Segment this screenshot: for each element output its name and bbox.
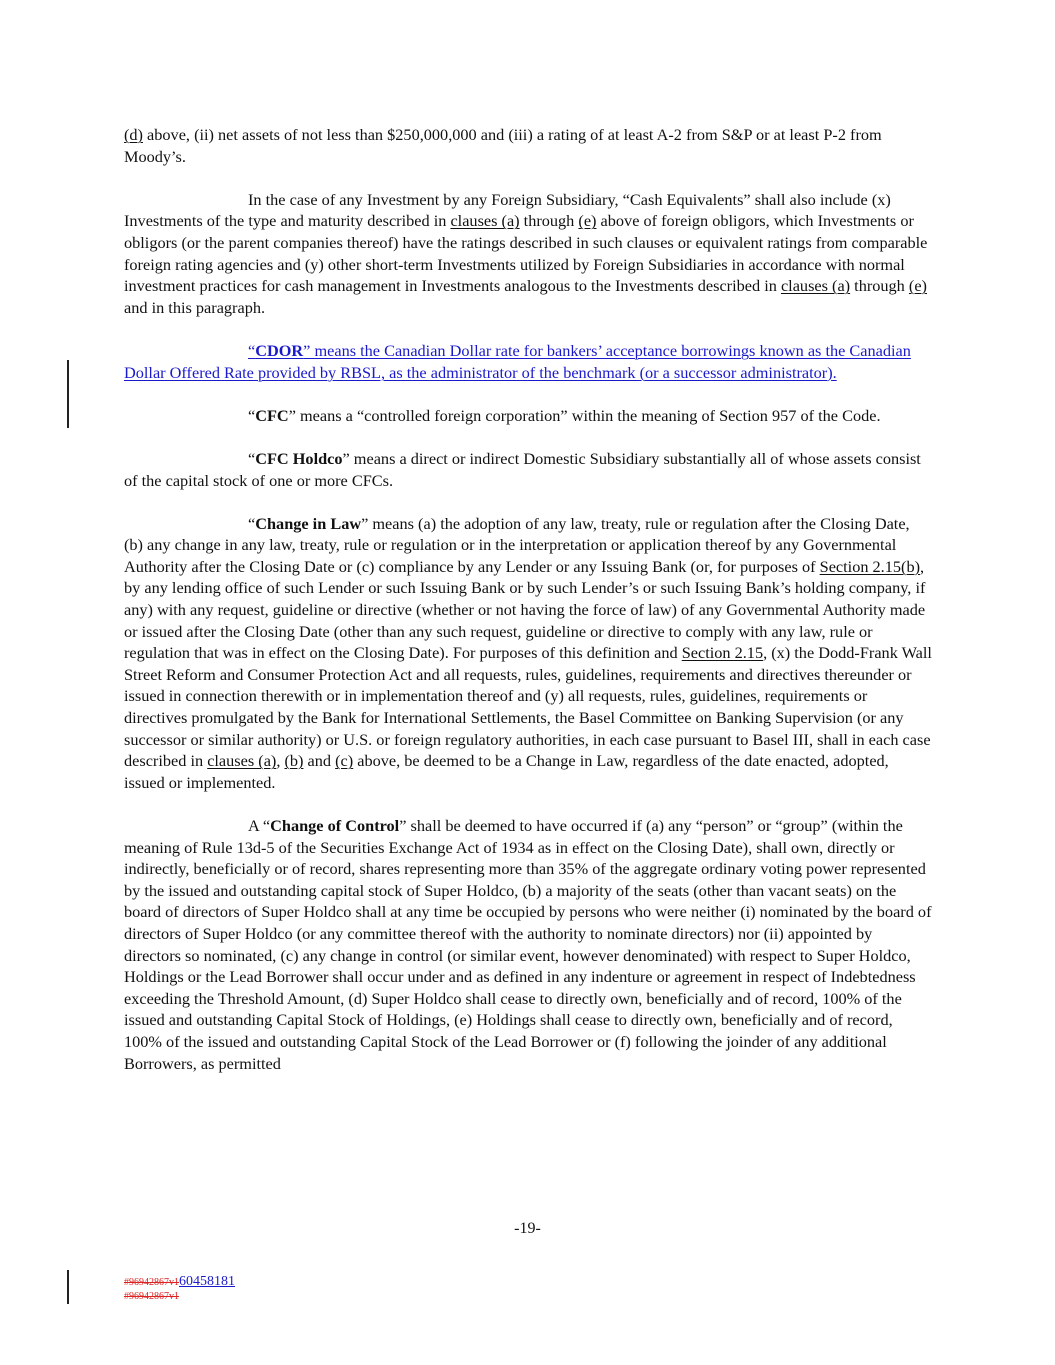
defined-term: CFC — [255, 405, 289, 425]
defined-term: Change of Control — [270, 816, 400, 835]
section-ref: Section 2.15(b) — [819, 556, 921, 576]
section-ref: Section 2.15 — [681, 643, 764, 663]
defined-term: Change in Law — [255, 513, 362, 533]
clause-ref: clauses (a) — [207, 751, 277, 771]
change-bar-footer — [67, 1270, 69, 1304]
clause-ref: (e) — [908, 276, 927, 296]
clause-ref: (d) — [124, 125, 143, 144]
clause-ref: clauses (a) — [780, 276, 851, 296]
clause-ref: clauses (a) — [450, 211, 520, 231]
clause-ref: (e) — [578, 211, 597, 231]
document-id-footer — [124, 1272, 235, 1302]
clause-ref: (b) — [284, 751, 304, 771]
page-number: -19- — [514, 1220, 541, 1237]
inserted-document-id: 60458181 — [179, 1274, 235, 1289]
definition-change-in-law: “Change in Law” means (a) the adoption of any law, treaty, rule or regulation after the Closing Date, (b) any change in any law, treaty, rule or regulation or in the interpretation or application thereof by any Governmental Authority after the Closing Date or (c) compliance by any Lender or any Issuing Bank (or, for purposes of Section 2.15(b), by any lending office of such Lender or such Issuing Bank or by such Lender’s or such Issuing Bank’s holding company, if any) with any request, guideline or directive (whether or not having the force of law) of any Governmental Authority made or issued after the Closing Date (other than any such request, guideline or directive to comply with any law, rule or regulation that was in effect on the Closing Date). For purposes of this definition and Section 2.15, (x) the Dodd-Frank Wall Street Reform and Consumer Protection Act and all requests, rules, guidelines, requirements and directives thereunder or issued in connection therewith or in implementation thereof and (y) all requests, rules, guidelines, requirements or directives promulgated by the Bank for International Settlements, the Basel Committee on Banking Supervision (or any successor or similar authority) or U.S. or foreign regulatory authorities, in each case pursuant to Basel III, shall in each case described in clauses (a), (b) and (c) above, be deemed to be a Change in Law, regardless of the date enacted, adopted, issued or implemented. — [124, 513, 932, 792]
definition-cfc: “CFC” means a “controlled foreign corporation” within the meaning of Section 957 of the Code. — [248, 405, 881, 425]
paragraph-foreign-subsidiary: In the case of any Investment by any Foreign Subsidiary, “Cash Equivalents” shall also include (x) Investments of the type and maturity described in clauses (a) through (e) above of foreign obligors, which Investments or obligors (or the parent companies thereof) have the ratings described in such clauses or equivalent ratings from comparable foreign rating agencies and (y) other short-term Investments utilized by Foreign Subsidiaries in accordance with normal investment practices for cash management in Investments analogous to the Investments described in clauses (a) through (e) and in this paragraph. — [124, 189, 928, 317]
clause-ref: (c) — [335, 751, 354, 771]
definition-cdor-inserted: “CDOR” means the Canadian Dollar rate for bankers’ acceptance borrowings known as the Canadian Dollar Offered Rate provided by RBSL, as the administrator of the benchmark (or a successor administrator). — [124, 340, 911, 382]
deleted-document-id: #96942867v1 — [124, 1277, 179, 1288]
definition-change-of-control: A “Change of Control” shall be deemed to have occurred if (a) any “person” or “group” (within the meaning of Rule 13d-5 of the Securities Exchange Act of 1934 as in effect on the Closing Date), shall own, directly or indirectly, beneficially or of record, shares representing more than 35% of the aggregate ordinary voting power represented by the issued and outstanding capital stock of Super Holdco, (b) a majority of the seats (other than vacant seats) on the board of directors of Super Holdco shall at any time be occupied by persons who were neither (i) nominated by the board of directors of Super Holdco (or any committee thereof with the authority to nominate directors) nor (ii) appointed by directors so nominated, (c) any change in control (or similar event, however denominated) with respect to Super Holdco, Holdings or the Lead Borrower shall occur under and as defined in any indenture or agreement in respect of Indebtedness exceeding the Threshold Amount, (d) Super Holdco shall cease to directly own, beneficially and of record, 100% of the issued and outstanding Capital Stock of Holdings, (e) Holdings shall cease to directly own, beneficially and of record, 100% of the issued and outstanding Capital Stock of the Lead Borrower or (f) following the joinder of any additional Borrowers, as permitted — [124, 816, 932, 1073]
deleted-document-id-2: #96942867v1 — [124, 1291, 179, 1302]
change-bar-cdor — [67, 360, 69, 428]
defined-term: CDOR — [255, 340, 304, 360]
definition-cfc-holdco: “CFC Holdco” means a direct or indirect Domestic Subsidiary substantially all of whose assets consist of the capital stock of one or more CFCs. — [124, 448, 921, 490]
defined-term: CFC Holdco — [255, 448, 343, 468]
paragraph-cash-equivalents-end: (d) above, (ii) net assets of not less than $250,000,000 and (iii) a rating of at least A-2 from S&P or at least P-2 from Moody’s. — [124, 125, 882, 166]
document-body — [124, 124, 932, 1074]
